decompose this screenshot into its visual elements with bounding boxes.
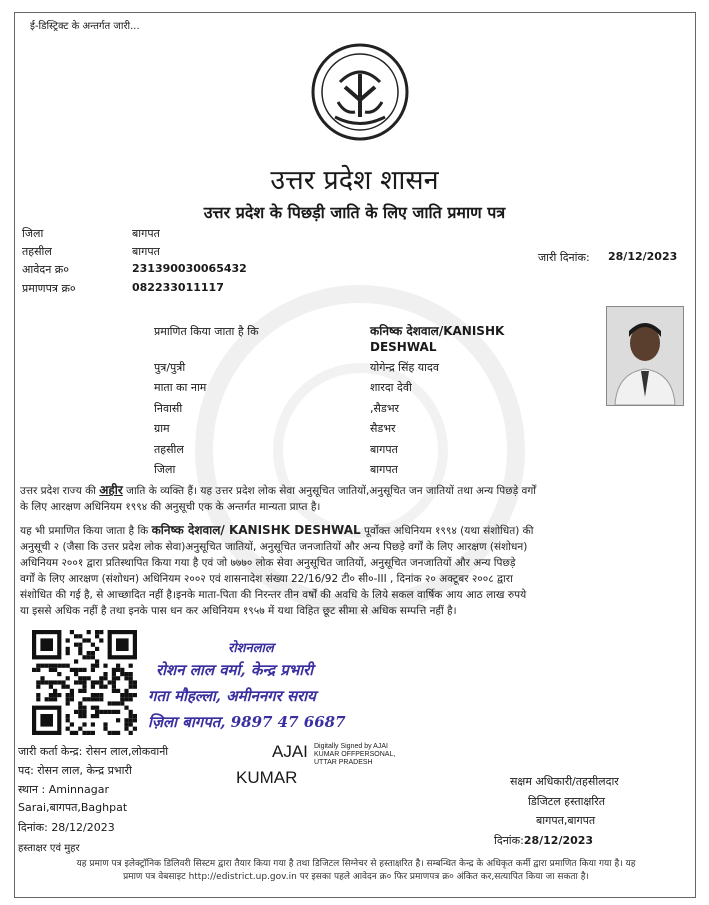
father-value: योगेन्द्र सिंह यादव bbox=[370, 361, 439, 374]
authority-place: बागपत,बागपत bbox=[536, 814, 596, 827]
stamp-line1: रोशन लाल वर्मा, केन्द्र प्रभारी bbox=[156, 661, 314, 679]
resident-value: ,सैडभर bbox=[370, 402, 400, 415]
page-title: उत्तर प्रदेश शासन bbox=[270, 165, 439, 196]
mother-value: शारदा देवी bbox=[370, 381, 412, 394]
village-value: सैडभर bbox=[370, 422, 396, 435]
issuer-post: पद: रोसन लाल, केन्द्र प्रभारी bbox=[18, 764, 132, 777]
issue-date-value: 28/12/2023 bbox=[608, 250, 678, 263]
page-subtitle: उत्तर प्रदेश के पिछड़ी जाति के लिए जाति प्रमाण पत्र bbox=[203, 203, 506, 222]
caste-name: अहीर bbox=[99, 483, 123, 497]
district-label: जिला bbox=[22, 227, 44, 240]
village-label: ग्राम bbox=[154, 422, 170, 435]
certify-label: प्रमाणित किया जाता है कि bbox=[154, 325, 259, 338]
state-emblem-icon bbox=[310, 42, 410, 142]
district-value: बागपत bbox=[132, 227, 160, 240]
digital-sign-name-2: KUMAR bbox=[236, 768, 298, 787]
issue-date-label: जारी दिनांक: bbox=[538, 251, 590, 264]
applicant-name-inline: कनिष्क देशवाल/ KANISHK DESHWAL bbox=[151, 523, 361, 537]
authority-date: दिनांक:28/12/2023 bbox=[494, 834, 594, 847]
application-no-value: 231390030065432 bbox=[132, 262, 247, 275]
applicant-photo bbox=[606, 306, 684, 406]
certificate-no-label: प्रमाणपत्र क्र० bbox=[22, 282, 76, 295]
district-detail-label: जिला bbox=[154, 463, 176, 476]
person-avatar-icon bbox=[607, 307, 683, 405]
issuer-signature: रोशनलाल bbox=[228, 641, 274, 656]
eligibility-paragraph: यह भी प्रमाणित किया जाता है कि कनिष्क देशवाल/ KANISHK DESHWAL पूर्वोक्त अधिनियम १९९४ (यथा संशोधित) की अनुसूची २ (जैसा कि उत्तर प्रदेश लोक सेवा)अनुसूचित जातियों, अनुसूचित जनजातियों और अन्य पिछड़े वर्गों के लिए आरक्षण (संशोधन) अधिनियम २००१ द्वारा प्रतिस्थापित किया गया है एवं जो ७७७० लोक सेवा अनुसूचित जातियों, अनुसूचित जनजातियों और अन्य पिछड़े वर्गों के लिए आरक्षण (संशोधन) अधिनियम २००२ एवं शासनादेश संख्या 22/16/92 टी० सी०-III , दिनांक २० अक्टूबर २००८ द्वारा संशोधित की गई है, से आच्छादित नहीं है।इनके माता-पिता की निरन्तर तीन वर्षों की अवधि के लिये सकल वार्षिक आय आठ लाख रुपये या इससे अधिक नहीं है तथा इनके पास धन कर अधिनियम १९५७ में यथा विहित छूट सीमा से अधिक सम्पत्ति नहीं है। bbox=[20, 523, 534, 617]
tehsil-detail-label: तहसील bbox=[154, 443, 184, 456]
caste-paragraph: उत्तर प्रदेश राज्य की अहीर जाति के व्यक्ति हैं। यह उत्तर प्रदेश लोक सेवा अनुसूचित जातियों,अनुसूचित जन जातियों तथा अन्य पिछड़े वर्गों के लिए आरक्षण अधिनियम १९९४ की अनुसूची एक के अन्तर्गत मान्यता प्राप्त है। bbox=[20, 483, 537, 513]
name-line2: DESHWAL bbox=[370, 340, 437, 354]
tehsil-detail-value: बागपत bbox=[370, 443, 398, 456]
application-no-label: आवेदन क्र० bbox=[22, 263, 69, 276]
name-line1: कनिष्क देशवाल/KANISHK bbox=[370, 324, 505, 338]
father-label: पुत्र/पुत्री bbox=[154, 361, 186, 374]
mother-label: माता का नाम bbox=[154, 381, 207, 394]
tehsil-label: तहसील bbox=[22, 245, 52, 258]
stamp-line2: गता मौहल्ला, अमीननगर सराय bbox=[148, 687, 316, 705]
authority-title: सक्षम अधिकारी/तहसीलदार bbox=[510, 775, 619, 788]
digital-sign-name-1: AJAI bbox=[272, 742, 308, 761]
issuer-place: स्थान : Aminnagar bbox=[18, 783, 109, 796]
issuer-sign-label: हस्ताक्षर एवं मुहर bbox=[18, 843, 80, 854]
district-detail-value: बागपत bbox=[370, 463, 398, 476]
resident-label: निवासी bbox=[154, 402, 183, 415]
top-note: ई-डिस्ट्रिक्ट के अन्तर्गत जारी... bbox=[30, 21, 140, 32]
tehsil-value: बागपत bbox=[132, 245, 160, 258]
qr-code-icon bbox=[20, 628, 150, 736]
digital-sign-note: Digitally Signed by AJAI KUMAR OFFPERSONAL, UTTAR PRADESH bbox=[314, 743, 396, 766]
issuer-center: जारी कर्ता केन्द्र: रोसन लाल,लोकवानी bbox=[18, 745, 169, 758]
certificate-no-value: 082233011117 bbox=[132, 281, 224, 294]
issuer-date: दिनांक: 28/12/2023 bbox=[18, 821, 115, 834]
authority-digital: डिजिटल हस्ताक्षरित bbox=[528, 795, 605, 808]
footer-note: यह प्रमाण पत्र इलेक्ट्रॉनिक डिलिवरी सिस्टम द्वारा तैयार किया गया है तथा डिजिटल सिग्नेचर से हस्ताक्षरित है। सम्बन्धित केन्द्र के अधिकृत कर्मी द्वारा प्रमाणित किया गया है। यह प्रमाण पत्र वेबसाइट http://edistrict.up.gov.in पर इसका पहले आवेदन क्र० फिर प्रमाणपत्र क्र० अंकित कर,सत्यापित किया जा सकता है। bbox=[76, 859, 636, 882]
stamp-line3: ज़िला बागपत, 9897 47 6687 bbox=[148, 713, 346, 731]
issuer-place-2: Sarai,बागपत,Baghpat bbox=[18, 801, 128, 814]
